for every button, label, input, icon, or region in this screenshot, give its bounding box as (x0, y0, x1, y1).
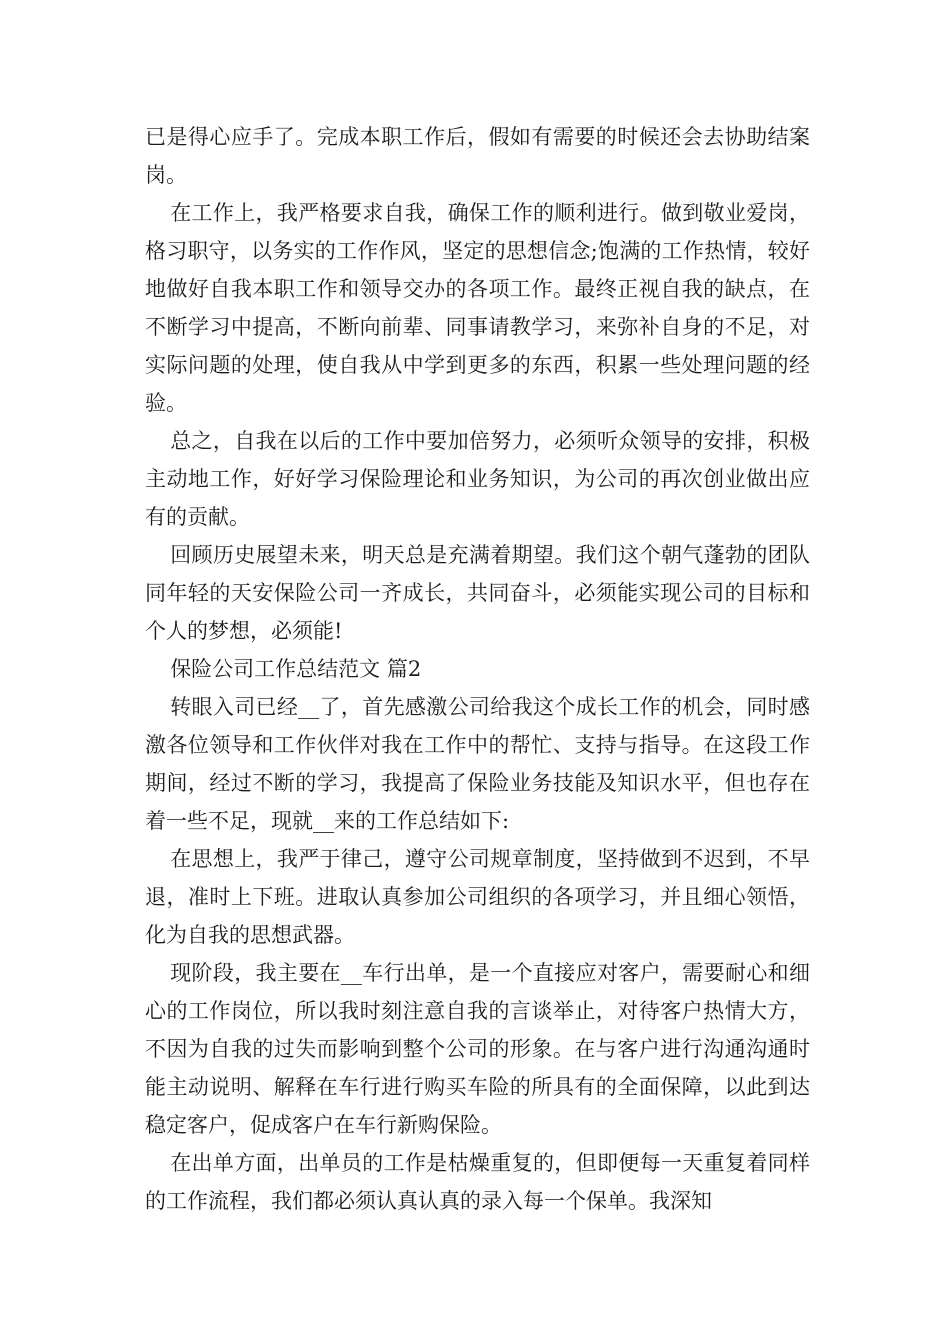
paragraph-issuing: 在出单方面，出单员的工作是枯燥重复的，但即便每一天重复着同样的工作流程，我们都必须认真认真的录入每一个保单。我深知 (145, 1151, 810, 1213)
paragraph-summary: 总之，自我在以后的工作中要加倍努力，必须听众领导的安排，积极主动地工作，好好学习保险理论和业务知识，为公司的再次创业做出应有的贡献。 (145, 429, 810, 529)
document-body (145, 118, 810, 1220)
paragraph-continuation: 已是得心应手了。完成本职工作后，假如有需要的时候还会去协助结案岗。 (145, 125, 810, 187)
paragraph-ideology: 在思想上，我严于律己，遵守公司规章制度，坚持做到不迟到，不早退，准时上下班。进取认真参加公司组织的各项学习，并且细心领悟，化为自我的思想武器。 (145, 847, 810, 947)
paragraph-intro: 转眼入司已经__了，首先感激公司给我这个成长工作的机会，同时感激各位领导和工作伙伴对我在工作中的帮忙、支持与指导。在这段工作期间，经过不断的学习，我提高了保险业务技能及知识水平，但也存在着一些不足，现就__来的工作总结如下: (145, 695, 810, 833)
paragraph-current-stage: 现阶段，我主要在__车行出单，是一个直接应对客户，需要耐心和细心的工作岗位，所以我时刻注意自我的言谈举止，对待客户热情大方，不因为自我的过失而影响到整个公司的形象。在与客户进行沟通沟通时能主动说明、解释在车行进行购买车险的所具有的全面保障，以此到达稳定客户，促成客户在车行新购保险。 (145, 961, 810, 1137)
paragraph-work-attitude: 在工作上，我严格要求自我，确保工作的顺利进行。做到敬业爱岗，格习职守，以务实的工作作风，坚定的思想信念;饱满的工作热情，较好地做好自我本职工作和领导交办的各项工作。最终正视自我的缺点，在不断学习中提高，不断向前辈、同事请教学习，来弥补自身的不足，对实际问题的处理，使自我从中学到更多的东西，积累一些处理问题的经验。 (145, 201, 810, 415)
paragraph-outlook: 回顾历史展望未来，明天总是充满着期望。我们这个朝气蓬勃的团队同年轻的天安保险公司一齐成长，共同奋斗，必须能实现公司的目标和个人的梦想，必须能! (145, 543, 810, 643)
section-heading: 保险公司工作总结范文 篇2 (170, 657, 422, 681)
